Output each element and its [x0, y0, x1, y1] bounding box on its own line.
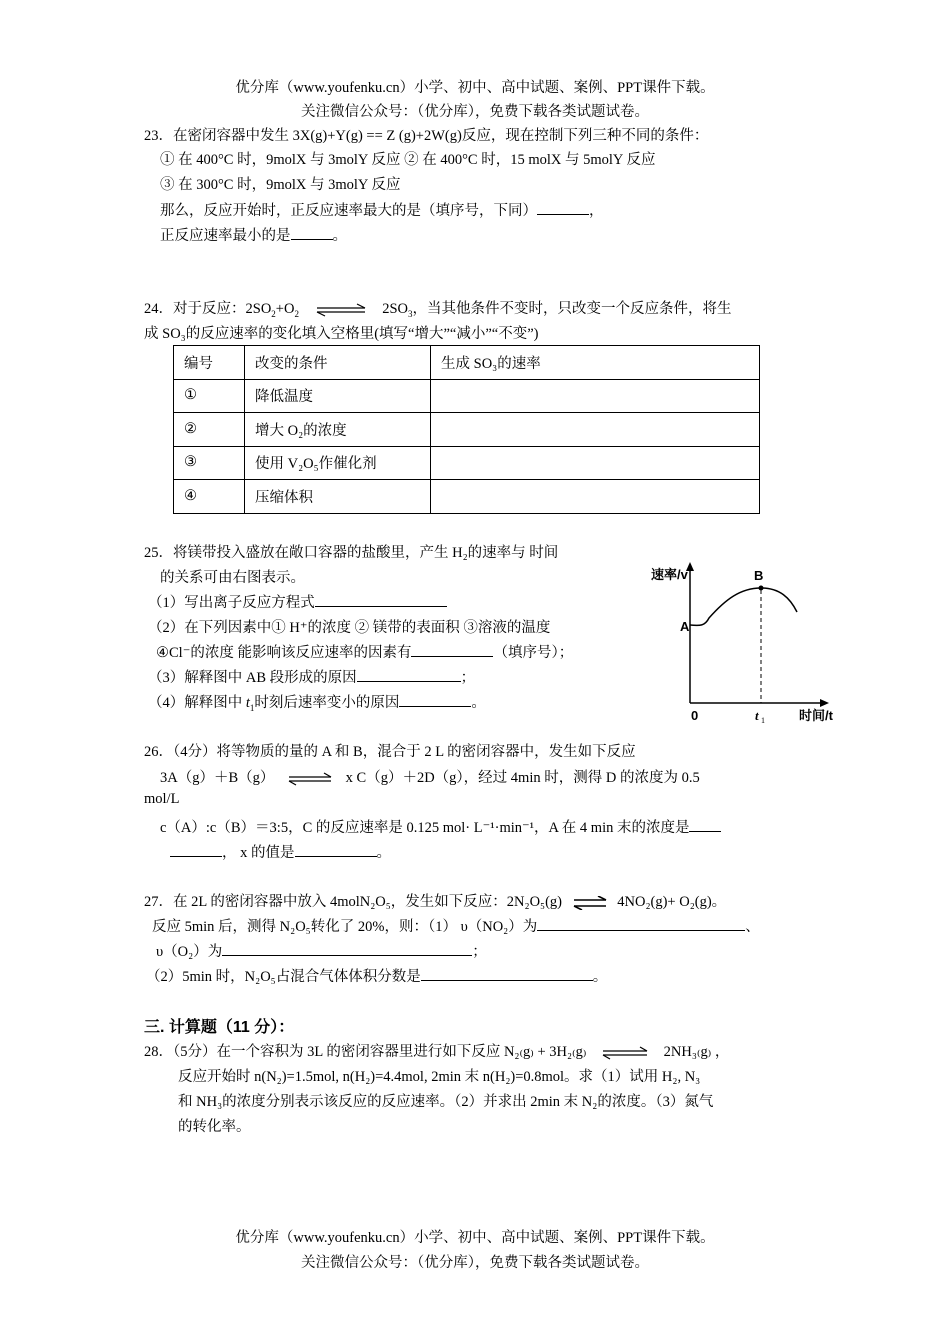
q24-line-2: 成 SO₃的反应速率的变化填入空格里(填写“增大”“减小”“不变”) [144, 326, 539, 342]
q23-line-5-text: 正反应速率最小的是 [160, 228, 291, 244]
table-cell-no: ② [174, 413, 245, 447]
table-cell-no: ③ [174, 446, 245, 480]
q27-line-4-end: 。 [592, 969, 608, 985]
q23-answer-blank-2[interactable] [291, 225, 333, 241]
table-cell-no: ① [174, 379, 245, 413]
q26-line-5-text: ， x 的值是 [222, 845, 295, 861]
point-b-label: B [754, 568, 764, 583]
table-row [174, 379, 760, 413]
q23-answer-blank-1[interactable] [537, 200, 589, 216]
q26-answer-blank-1b[interactable] [170, 842, 222, 858]
q27-line-2 [152, 915, 760, 936]
table-cell-answer[interactable] [431, 413, 760, 447]
q27-line-1 [144, 890, 726, 911]
q24-mid1: +O [275, 301, 295, 317]
rate-time-graph [645, 560, 850, 730]
q25-line-3-text: （1）写出离子反应方程式 [148, 595, 315, 611]
footer-line-2: 关注微信公众号：（优分库），免费下载各类试题试卷。 [301, 1255, 649, 1271]
q28-line-3: 和 NH₃的浓度分别表示该反应的反应速率。（2）并求出 2min 末 N₂的浓度。（3）氮气 [178, 1094, 714, 1110]
q27-line-4 [146, 965, 607, 986]
q23-line-2: ① 在 400°C 时，9molX 与 3molY 反应 ② 在 400°C 时，15 molX 与 5molY 反应 [160, 152, 656, 168]
point-a-label: A [680, 619, 690, 634]
footer-line-1: 优分库（www.youfenku.cn）小学、初中、高中试题、案例、PPT课件下载。 [235, 1230, 715, 1246]
q27-line-2-end: 、 [745, 919, 760, 935]
q28-line-1b: 2NH₃₍g₎ ， [663, 1044, 730, 1060]
q23-line-4-text: 那么，反应开始时，正反应速率最大的是（填序号，下同） [160, 203, 537, 219]
point-b-marker [759, 586, 764, 591]
equilibrium-arrow-icon [600, 1046, 650, 1060]
q27-line-4-text: （2）5min 时，N₂O₅占混合气体体积分数是 [146, 969, 421, 985]
t1-tick-label: t [755, 708, 759, 723]
q27-answer-blank-2[interactable] [222, 941, 472, 957]
q25-line-6 [148, 666, 475, 687]
table-cell-answer[interactable] [431, 379, 760, 413]
q23-line-3: ③ 在 300°C 时，9molX 与 3molY 反应 [160, 177, 401, 193]
q27-line-3-end: ； [472, 944, 487, 960]
q25-answer-blank-3[interactable] [357, 667, 461, 683]
q27-line-3 [156, 940, 487, 961]
q23-line-4 [160, 199, 604, 220]
q28-line-1a: 28．（5分）在一个容积为 3L 的密闭容器里进行如下反应 N₂₍g₎ + 3H₂₍g₎ [144, 1044, 587, 1060]
table-cell-condition: 降低温度 [245, 379, 431, 413]
q27-answer-blank-3[interactable] [421, 966, 593, 982]
header-line-1: 优分库（www.youfenku.cn）小学、初中、高中试题、案例、PPT课件下载。 [235, 80, 715, 96]
q27-line-1b: 4NO₂(g)+ O₂(g)。 [617, 894, 727, 910]
q26-answer-blank-2[interactable] [295, 842, 377, 858]
q24-suffix: ，当其他条件不变时，只改变一个反应条件，将生 [412, 301, 732, 317]
table-row [174, 480, 760, 514]
q26-line-5 [170, 841, 391, 862]
q27-line-3-text: υ（O₂）为 [156, 944, 223, 960]
table-cell-condition: 压缩体积 [245, 480, 431, 514]
q26-line-3: mol/L [144, 791, 180, 807]
table-header-cell: 生成 SO₃的速率 [431, 346, 760, 380]
equilibrium-arrow-icon [572, 896, 608, 910]
q25-line-1: 25．将镁带投入盛放在敞口容器的盐酸里，产生 H₂的速率与 时间 [144, 545, 559, 561]
q25-t1: t [245, 695, 250, 711]
q26-line-2 [160, 766, 700, 787]
header-line-2: 关注微信公众号：（优分库），免费下载各类试题试卷。 [301, 104, 649, 120]
q27-answer-blank-1[interactable] [537, 916, 745, 932]
q26-line-4-text: c（A）:c（B）＝3:5，C 的反应速率是 0.125 mol· L⁻¹·min⁻¹，A 在 4 min 末的浓度是 [160, 820, 690, 836]
q24-prefix: 24．对于反应：2SO [144, 301, 272, 317]
q25-line-7 [148, 691, 486, 713]
q23-line-4-end: ， [589, 203, 604, 219]
table-row [174, 413, 760, 447]
q23-line-5 [160, 224, 347, 245]
q25-line-5-text: ④Cl⁻的浓度 能影响该反应速率的因素有 [156, 645, 412, 661]
q24-line-1: 24．对于反应：$2SO_2+O_2$ $2SO_3$，当其他条件不变时，只改变一个反应条件，将生 [144, 301, 732, 319]
table-cell-answer[interactable] [431, 446, 760, 480]
q26-line-5-end: 。 [376, 845, 391, 861]
q23-line-5-end: 。 [332, 228, 347, 244]
table-row [174, 446, 760, 480]
table-cell-no: ④ [174, 480, 245, 514]
q25-answer-blank-2[interactable] [411, 642, 493, 658]
q25-line-6-text: （3）解释图中 AB 段形成的原因 [148, 670, 357, 686]
q28-line-1 [144, 1040, 729, 1061]
origin-label: 0 [691, 708, 699, 723]
q23-line-1: 23．在密闭容器中发生 3X(g)+Y(g) == Z (g)+2W(g)反应，现在控制下列三种不同的条件： [144, 128, 709, 144]
q25-t1-sub: 1 [249, 702, 255, 713]
q25-line-5-end: （填序号）； [493, 645, 574, 661]
q25-line-4: （2）在下列因素中① H⁺的浓度 ② 镁带的表面积 ③溶液的温度 [148, 620, 551, 636]
q25-line-7-end: 。 [471, 695, 486, 711]
q26-line-2b: x C（g）＋2D（g），经过 4min 时，测得 D 的浓度为 0.5 [345, 770, 700, 786]
equilibrium-arrow-icon [313, 303, 369, 317]
t1-tick-subscript: 1 [761, 716, 765, 725]
q25-line-7-text-2: 时刻后速率变小的原因 [254, 695, 400, 711]
q24-mid2: 2SO [382, 301, 408, 317]
q26-answer-blank-1a[interactable] [689, 817, 721, 833]
q27-line-1a: 27．在 2L 的密闭容器中放入 4molN₂O₅，发生如下反应：2N₂O₅(g) [144, 894, 563, 910]
q25-answer-blank-1[interactable] [315, 592, 447, 608]
q27-line-2-text: 反应 5min 后，测得 N₂O₅转化了 20%，则：（1） υ（NO₂）为 [152, 919, 538, 935]
table-header-cell: 编号 [174, 346, 245, 380]
y-axis-label: 速率/v [651, 567, 688, 582]
q26-line-4 [160, 816, 721, 837]
q24-table [173, 345, 760, 514]
q26-line-1: 26．（4分）将等物质的量的 A 和 B，混合于 2 L 的密闭容器中，发生如下反应 [144, 744, 636, 760]
table-cell-answer[interactable] [431, 480, 760, 514]
q28-line-2: 反应开始时 n(N₂)=1.5mol, n(H₂)=4.4mol, 2min 末 n(H₂)=0.8mol。求（1）试用 H₂, N₃ [178, 1069, 701, 1085]
table-header-cell: 改变的条件 [245, 346, 431, 380]
equilibrium-arrow-icon [286, 772, 334, 786]
q25-line-2: 的关系可由右图表示。 [160, 570, 305, 586]
q25-line-5 [156, 641, 573, 662]
table-header-row [174, 346, 760, 380]
q28-line-4: 的转化率。 [178, 1119, 251, 1135]
q25-answer-blank-4[interactable] [399, 692, 471, 708]
q25-line-6-end: ； [460, 670, 476, 686]
table-cell-condition: 增大 O₂的浓度 [245, 413, 431, 447]
x-axis-label: 时间/t [799, 708, 833, 723]
q26-line-2a: 3A（g）＋B（g） [160, 770, 275, 786]
q25-line-3 [148, 591, 447, 612]
section-3-title: 三. 计算题（11 分）： [144, 1019, 295, 1036]
table-cell-condition: 使用 V₂O₅作催化剂 [245, 446, 431, 480]
q25-line-7-text: （4）解释图中 [148, 695, 246, 711]
